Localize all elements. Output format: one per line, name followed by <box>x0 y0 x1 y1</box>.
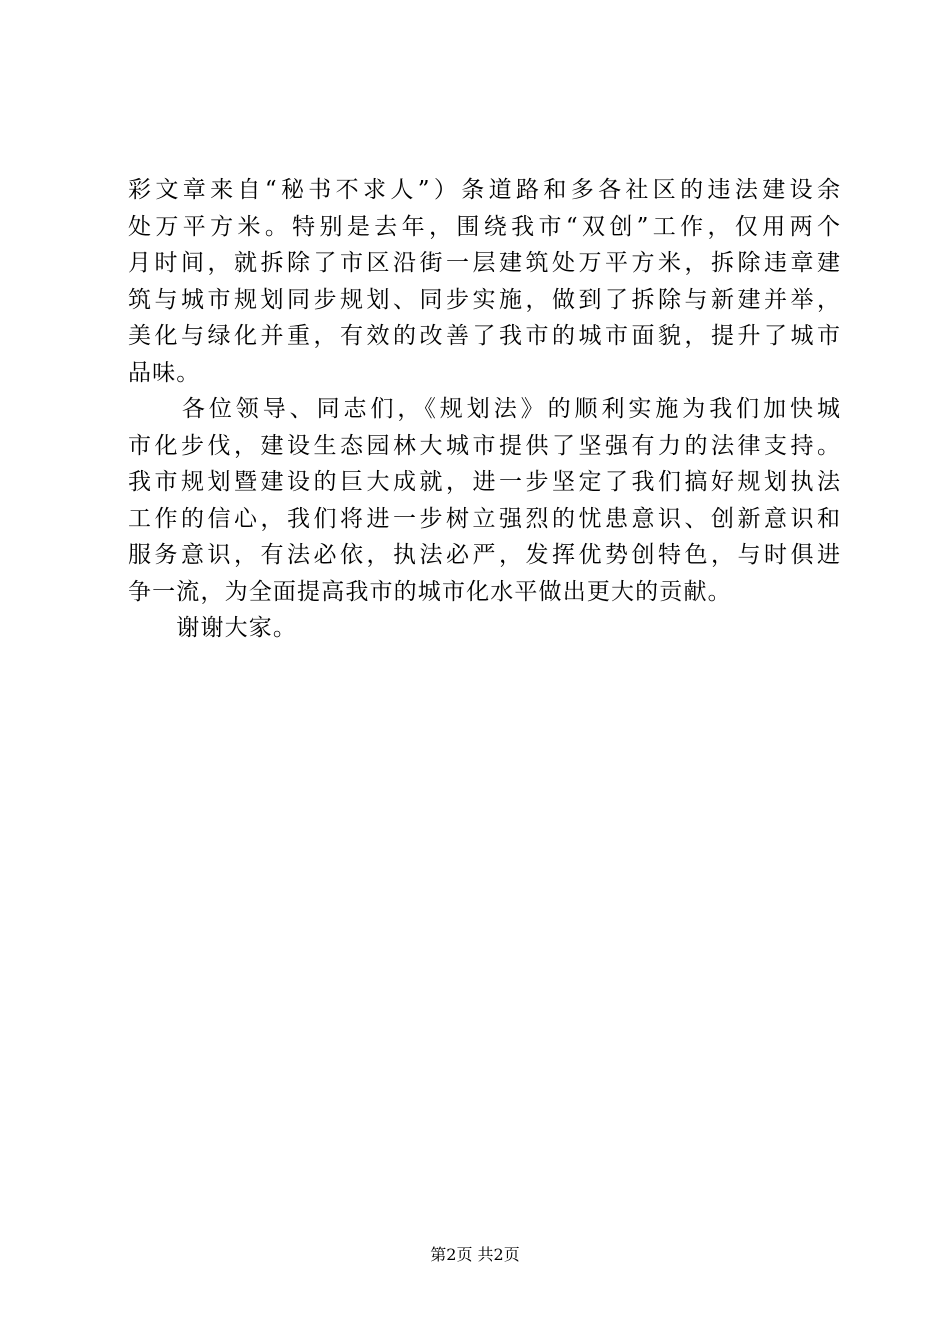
body-text <box>128 172 840 647</box>
text-line-2: 处万平方米。特别是去年，围绕我市“双创”工作，仅用两个 <box>128 213 840 240</box>
text-line-7: 各位领导、同志们，《规划法》的顺利实施为我们加快城 <box>128 396 840 422</box>
text-line-4: 筑与城市规划同步规划、同步实施，做到了拆除与新建并举， <box>128 286 840 313</box>
text-line-12: 争一流，为全面提高我市的城市化水平做出更大的贡献。 <box>128 578 732 605</box>
page-footer: 第2页 共2页 <box>430 1245 520 1264</box>
text-line-3: 月时间，就拆除了市区沿街一层建筑处万平方米，拆除违章建 <box>128 250 840 276</box>
text-line-10: 工作的信心，我们将进一步树立强烈的忧患意识、创新意识和 <box>128 505 840 532</box>
text-line-1: 彩文章来自“秘书不求人”）条道路和多各社区的违法建设余 <box>128 177 840 203</box>
text-line-9: 我市规划暨建设的巨大成就，进一步坚定了我们搞好规划执法 <box>128 469 840 495</box>
text-line-5: 美化与绿化并重，有效的改善了我市的城市面貌，提升了城市 <box>128 323 840 349</box>
text-line-11: 服务意识，有法必依，执法必严，发挥优势创特色，与时俱进 <box>128 542 840 568</box>
text-line-8: 市化步伐，建设生态园林大城市提供了坚强有力的法律支持。 <box>128 432 840 459</box>
text-line-13: 谢谢大家。 <box>128 615 298 641</box>
text-line-6: 品味。 <box>128 359 201 386</box>
